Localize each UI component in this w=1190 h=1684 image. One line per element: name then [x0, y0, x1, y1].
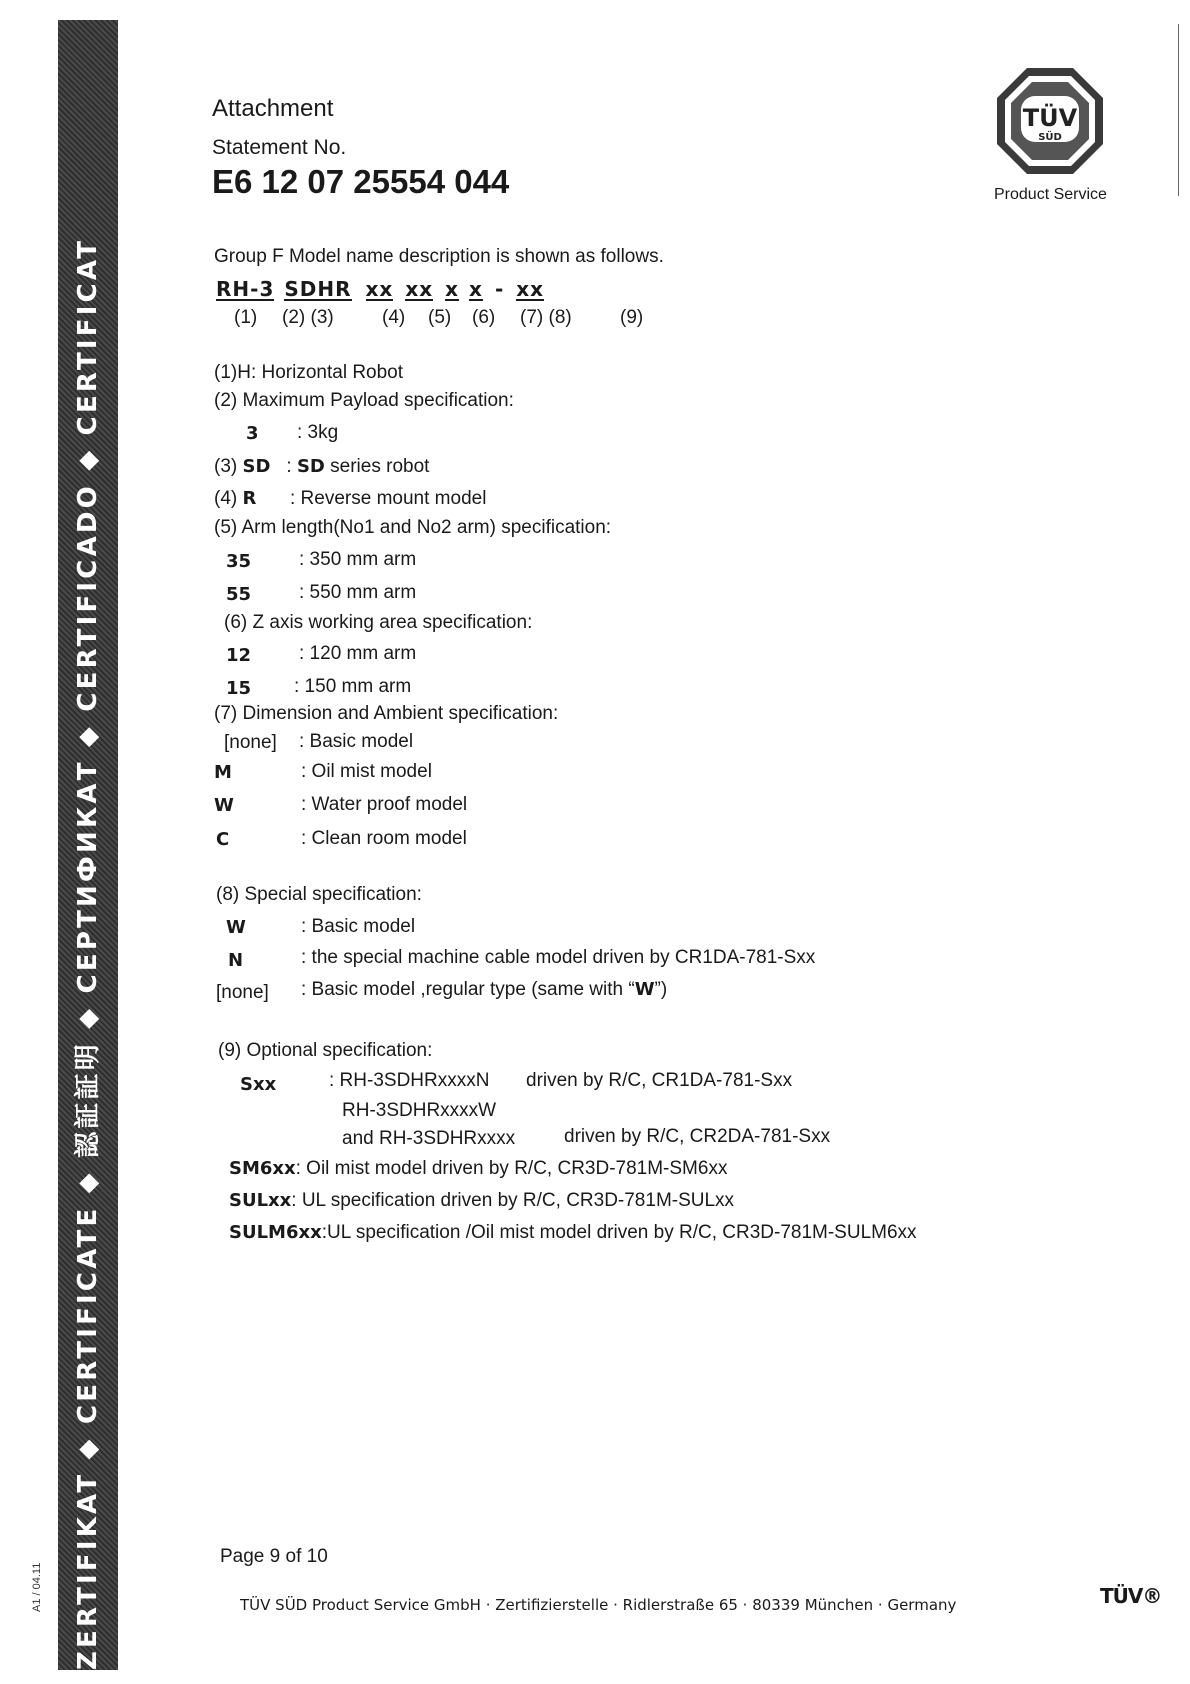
spec-desc: : Water proof model — [301, 794, 468, 815]
spec-desc: : the special machine cable model driven by CR1DA-781-Sxx — [301, 947, 816, 968]
spec-code: 15 — [226, 678, 252, 699]
spec-9-heading: (9) Optional specification: — [218, 1040, 433, 1061]
spec-code: 55 — [226, 584, 252, 605]
spec-code: [none] — [216, 982, 269, 1003]
spec-code: 3 — [246, 423, 259, 444]
statement-label: Statement No. — [212, 136, 347, 159]
code-seg: SDHR — [284, 277, 352, 301]
tuv-sud-logo — [995, 66, 1105, 176]
spec-desc: driven by R/C, CR1DA-781-Sxx — [526, 1070, 793, 1091]
model-code — [216, 277, 556, 301]
spec-desc: : 550 mm arm — [299, 582, 417, 603]
footer-logo: TÜV® — [1100, 1584, 1162, 1608]
index-label: (2) (3) — [282, 307, 334, 328]
index-label: (5) — [428, 307, 452, 328]
spec-8-heading: (8) Special specification: — [216, 884, 422, 905]
spec-desc: and RH-3SDHRxxxx — [342, 1128, 516, 1149]
index-label: (9) — [620, 307, 644, 328]
logo-caption: Product Service — [994, 186, 1107, 203]
spec-5-heading: (5) Arm length(No1 and No2 arm) specification: — [214, 517, 612, 538]
spec-code: C — [216, 829, 230, 850]
spec-code: W — [226, 917, 246, 938]
spec-desc: : Basic model — [301, 916, 416, 937]
page-number: Page 9 of 10 — [220, 1546, 328, 1567]
form-code: A1 / 04.11 — [31, 1562, 43, 1612]
index-label: (1) — [234, 307, 258, 328]
spec-1: (1)H: Horizontal Robot — [214, 362, 404, 383]
code-seg: xx — [365, 277, 394, 301]
spec-desc: : 3kg — [297, 422, 339, 443]
code-seg: x — [469, 277, 483, 301]
index-labels — [234, 307, 643, 329]
spec-desc: : 350 mm arm — [299, 549, 417, 570]
spec-desc: : Reverse mount model — [290, 488, 487, 509]
spec-desc: : 150 mm arm — [294, 676, 412, 697]
spec-code: 35 — [226, 551, 252, 572]
spec-4: (4) R — [214, 488, 257, 509]
footer-address: TÜV SÜD Product Service GmbH · Zertifizierstelle · Ridlerstraße 65 · 80339 München · Germany — [240, 1596, 957, 1614]
logo-sub-text: SÜD — [1038, 132, 1062, 143]
edge-line — [1178, 24, 1179, 196]
logo-text: TÜV — [1022, 104, 1078, 132]
code-seg: xx — [405, 277, 434, 301]
spec-desc: : Clean room model — [301, 828, 467, 849]
spec-desc: driven by R/C, CR2DA-781-Sxx — [564, 1126, 831, 1147]
code-seg: x — [445, 277, 460, 301]
spec-9d: SULM6xx:UL specification /Oil mist model driven by R/C, CR3D-781M-SULM6xx — [229, 1222, 917, 1243]
spec-desc: : RH-3SDHRxxxxN — [329, 1070, 490, 1091]
spec-desc: : Oil mist model — [301, 761, 432, 782]
index-label: (7) (8) — [520, 307, 572, 328]
spec-2-heading: (2) Maximum Payload specification: — [214, 390, 514, 411]
spec-code: N — [228, 950, 244, 971]
spec-6-heading: (6) Z axis working area specification: — [224, 612, 533, 633]
spec-9b: SM6xx: Oil mist model driven by R/C, CR3D-781M-SM6xx — [229, 1158, 728, 1179]
spec-9c: SULxx: UL specification driven by R/C, CR3D-781M-SULxx — [229, 1190, 735, 1211]
code-seg: RH-3 — [216, 277, 275, 301]
spec-code: Sxx — [240, 1074, 277, 1095]
banner-text: ZERTIFIKAT ◆ CERTIFICATE ◆ 認証証明 ◆ СЕРТИФИКАТ ◆ CERTIFICADO ◆ CERTIFICAT — [73, 237, 103, 1670]
index-label: (6) — [472, 307, 496, 328]
code-dash: - — [494, 277, 505, 301]
spec-desc: : Basic model ,regular type (same with “W”) — [301, 979, 668, 1000]
statement-number: E6 12 07 25554 044 — [212, 163, 510, 200]
spec-code: W — [214, 795, 234, 816]
intro-text: Group F Model name description is shown as follows. — [214, 246, 664, 267]
index-label: (4) — [382, 307, 406, 328]
spec-code: M — [214, 762, 232, 783]
spec-desc: RH-3SDHRxxxxW — [342, 1100, 497, 1121]
spec-desc: : 120 mm arm — [299, 643, 417, 664]
attachment-title: Attachment — [212, 95, 334, 122]
spec-7-heading: (7) Dimension and Ambient specification: — [214, 703, 559, 724]
certificate-side-banner — [58, 20, 118, 1670]
spec-code: [none] — [224, 732, 277, 753]
spec-desc: : Basic model — [299, 731, 414, 752]
spec-3: (3) SD : SD series robot — [214, 456, 430, 477]
spec-code: 12 — [226, 645, 252, 666]
code-seg: xx — [516, 277, 545, 301]
